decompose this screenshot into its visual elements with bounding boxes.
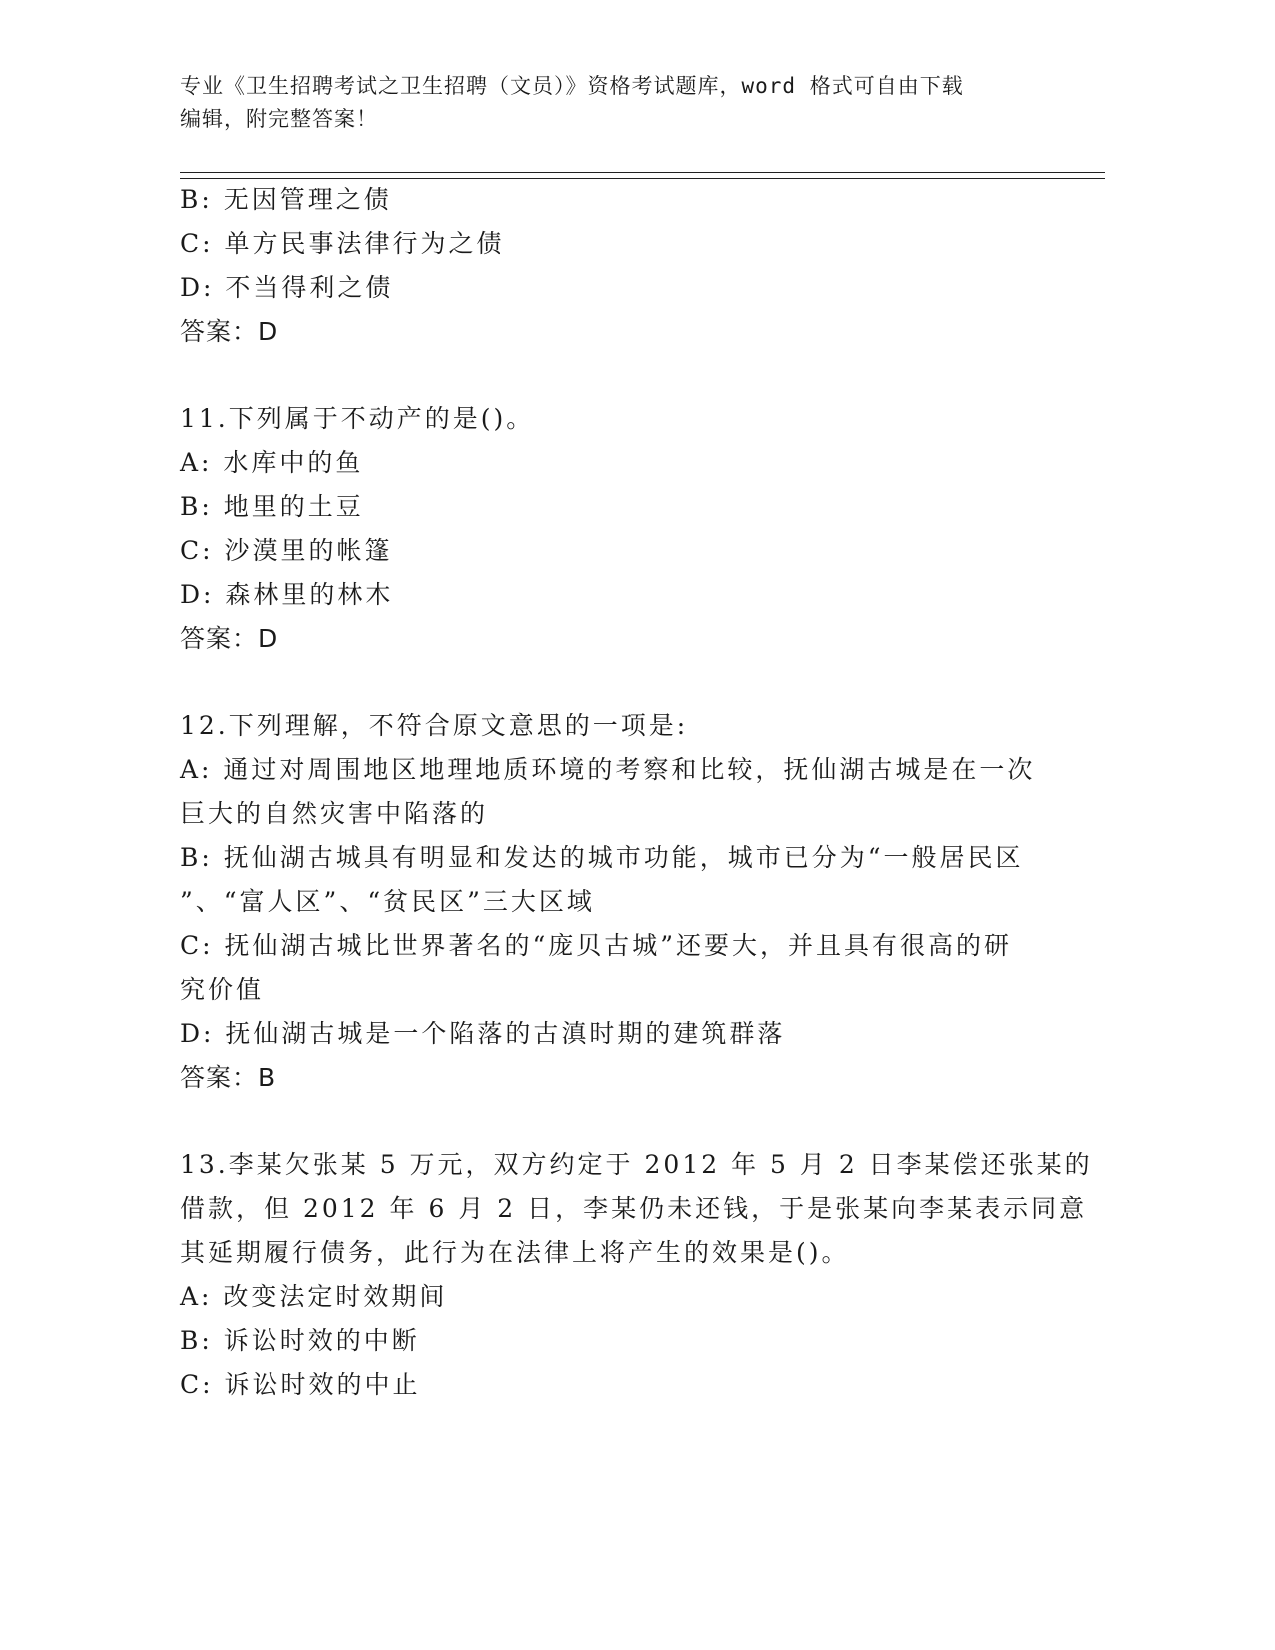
- header-title-line-1: 专业《卫生招聘考试之卫生招聘（文员）》资格考试题库，word 格式可自由下载: [180, 74, 964, 98]
- question-stem-line-2: 借款，但 2012 年 6 月 2 日，李某仍未还钱，于是张某向李某表示同意: [180, 1194, 1088, 1223]
- option-a: A: 水库中的鱼: [180, 448, 364, 477]
- option-c-line-2: 究价值: [180, 975, 265, 1004]
- option-a-line-1: A: 通过对周围地区地理地质环境的考察和比较，抚仙湖古城是在一次: [180, 755, 1036, 784]
- answer: 答案：D: [180, 624, 279, 653]
- option-b-line-2: ”、“富人区”、“贫民区”三大区域: [180, 887, 595, 916]
- option-b: B: 诉讼时效的中断: [180, 1326, 420, 1355]
- header-divider-top: [180, 172, 1105, 173]
- question-list: [180, 178, 1093, 1407]
- option-c-line-1: C: 抚仙湖古城比世界著名的“庞贝古城”还要大，并且具有很高的研: [180, 931, 1013, 960]
- option-b-line-1: B: 抚仙湖古城具有明显和发达的城市功能，城市已分为“一般居民区: [180, 843, 1024, 872]
- question-stem-line-1: 13.李某欠张某 5 万元，双方约定于 2012 年 5 月 2 日李某偿还张某的: [180, 1150, 1093, 1179]
- option-c: C: 沙漠里的帐篷: [180, 536, 393, 565]
- option-a-line-2: 巨大的自然灾害中陷落的: [180, 799, 489, 828]
- spacer: [180, 1100, 1050, 1143]
- option-d: D: 森林里的林木: [180, 580, 394, 609]
- question-stem-line-3: 其延期履行债务，此行为在法律上将产生的效果是()。: [180, 1238, 850, 1267]
- question-10-tail: [180, 178, 1050, 354]
- question-12: [180, 704, 1050, 1100]
- spacer: [180, 354, 1050, 397]
- question-stem: 11.下列属于不动产的是()。: [180, 404, 535, 433]
- question-13: [180, 1143, 1093, 1407]
- option-a: A: 改变法定时效期间: [180, 1282, 448, 1311]
- answer: 答案：B: [180, 1063, 277, 1092]
- option-d: D: 不当得利之债: [180, 273, 394, 302]
- option-c: C: 诉讼时效的中止: [180, 1370, 421, 1399]
- document-header: [180, 70, 1050, 136]
- option-c: C: 单方民事法律行为之债: [180, 229, 505, 258]
- header-title-line-2: 编辑，附完整答案！: [180, 107, 378, 131]
- option-b: B: 地里的土豆: [180, 492, 364, 521]
- option-d: D: 抚仙湖古城是一个陷落的古滇时期的建筑群落: [180, 1019, 786, 1048]
- answer: 答案：D: [180, 317, 279, 346]
- question-11: [180, 397, 1050, 661]
- option-b: B: 无因管理之债: [180, 185, 392, 214]
- question-stem: 12.下列理解，不符合原文意思的一项是:: [180, 711, 689, 740]
- spacer: [180, 661, 1050, 704]
